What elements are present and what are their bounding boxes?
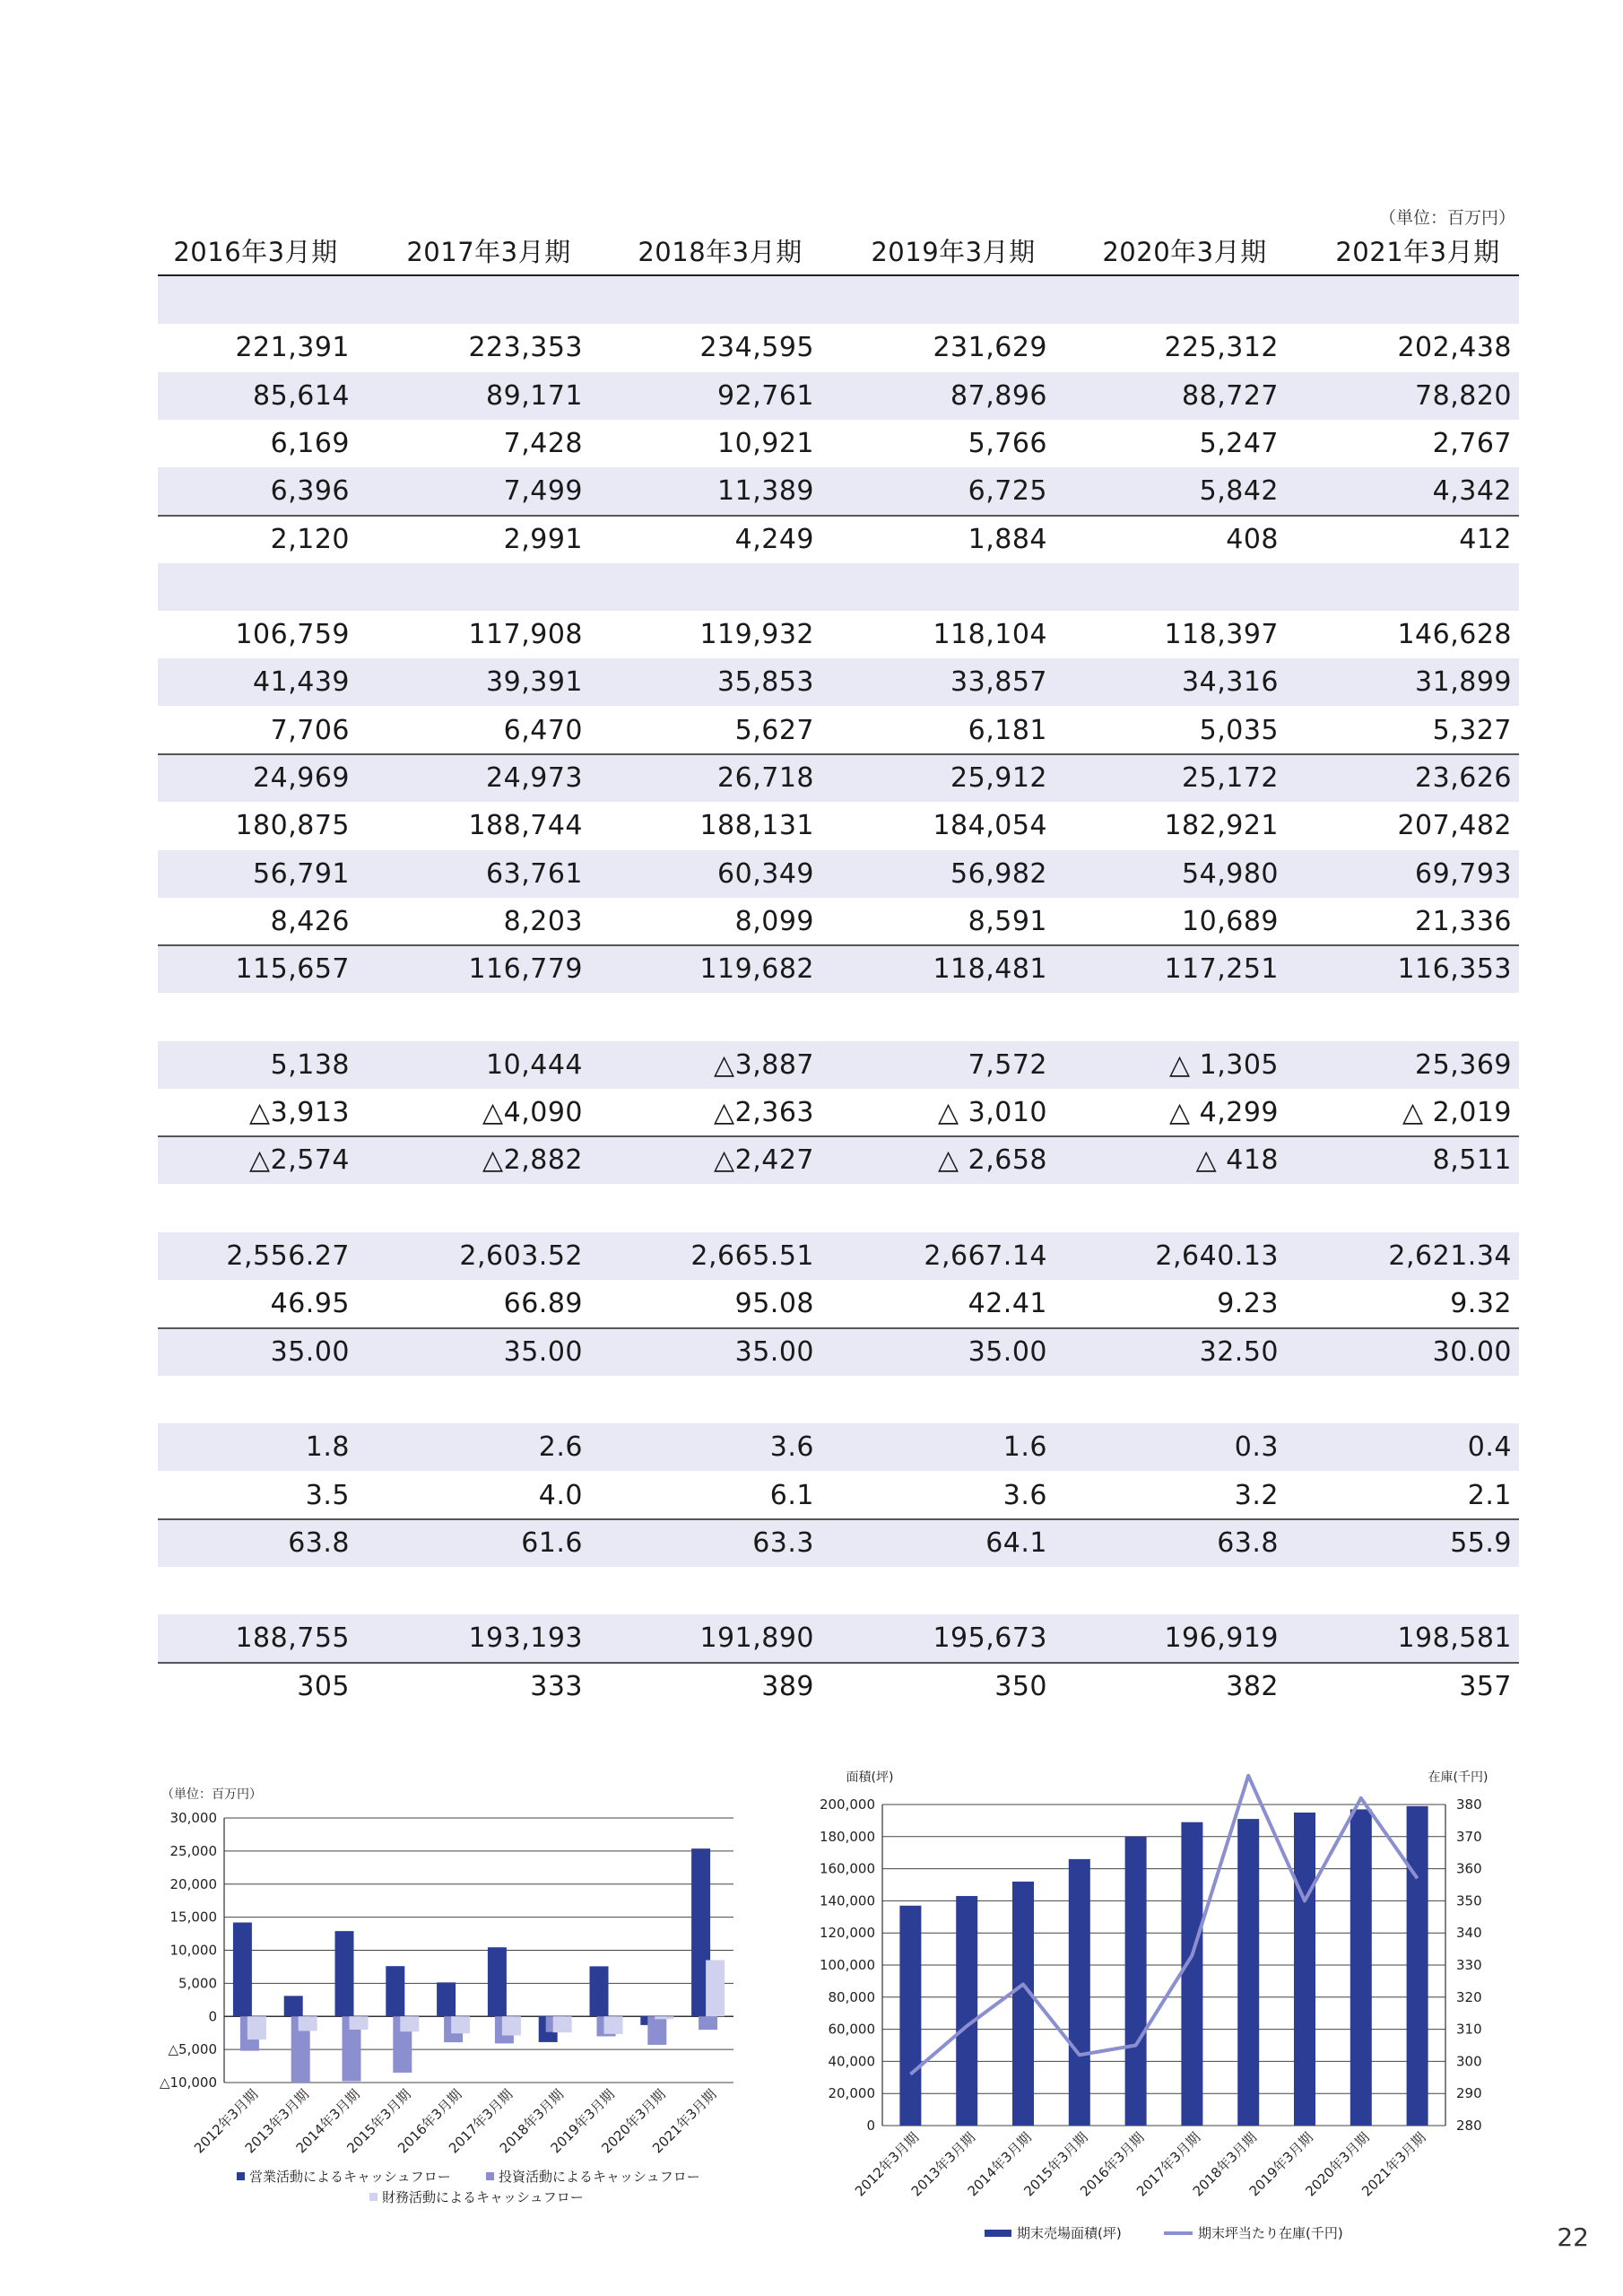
table-cell: 118,104 bbox=[933, 619, 1047, 651]
table-cell: 7,572 bbox=[968, 1048, 1047, 1081]
area-y-tick-label: 200,000 bbox=[819, 1796, 875, 1813]
table-cell: 223,353 bbox=[468, 332, 583, 364]
table-cell: 184,054 bbox=[933, 810, 1047, 842]
table-section-rule bbox=[158, 1135, 1519, 1137]
table-cell: 196,919 bbox=[1164, 1622, 1279, 1655]
table-cell: 35.00 bbox=[968, 1335, 1047, 1368]
cashflow-bar bbox=[502, 2016, 521, 2035]
table-cell: 2.6 bbox=[538, 1431, 583, 1464]
table-row bbox=[158, 1041, 1519, 1089]
table-cell: 64.1 bbox=[985, 1526, 1047, 1559]
table-cell: 63.3 bbox=[752, 1526, 814, 1559]
table-cell: 32.50 bbox=[1199, 1335, 1279, 1368]
table-cell: 69,793 bbox=[1415, 857, 1512, 890]
area-y-tick-label: 120,000 bbox=[819, 1925, 875, 1942]
table-cell: 2,621.34 bbox=[1388, 1240, 1512, 1272]
table-cell: △ 3,010 bbox=[938, 1097, 1047, 1129]
table-cell: 116,779 bbox=[468, 953, 583, 986]
table-cell: 4,342 bbox=[1432, 475, 1512, 508]
table-section-rule bbox=[158, 1518, 1519, 1520]
table-cell: 188,744 bbox=[468, 810, 583, 842]
cashflow-chart bbox=[135, 1749, 735, 2215]
table-cell: 63,761 bbox=[486, 857, 583, 890]
cashflow-x-tick-label: 2017年3月期 bbox=[445, 2086, 516, 2157]
table-cell: 11,389 bbox=[717, 475, 814, 508]
area-bar bbox=[1294, 1813, 1315, 2126]
table-cell: 116,353 bbox=[1397, 953, 1512, 986]
table-row bbox=[158, 1567, 1519, 1614]
table-cell: △ 2,658 bbox=[938, 1144, 1047, 1177]
table-cell: 225,312 bbox=[1164, 332, 1279, 364]
table-cell: 92,761 bbox=[717, 379, 814, 412]
table-section-rule bbox=[158, 1662, 1519, 1664]
table-cell: 34,316 bbox=[1182, 666, 1279, 699]
cashflow-y-tick-label: △5,000 bbox=[168, 2041, 217, 2058]
table-cell: 4,249 bbox=[734, 523, 814, 555]
table-cell: 202,438 bbox=[1397, 332, 1512, 364]
table-cell: △ 2,019 bbox=[1402, 1097, 1512, 1129]
area-bar bbox=[1012, 1882, 1034, 2126]
table-cell: 1.8 bbox=[305, 1431, 350, 1464]
table-cell: 118,397 bbox=[1164, 619, 1279, 651]
table-cell: 35.00 bbox=[270, 1335, 350, 1368]
table-cell: △4,090 bbox=[482, 1097, 583, 1129]
area-legend-bar-label: 期末売場面積(坪) bbox=[1017, 2225, 1122, 2241]
table-cell: 3.6 bbox=[769, 1431, 814, 1464]
table-cell: △2,574 bbox=[249, 1144, 350, 1177]
area-y2-tick-label: 290 bbox=[1456, 2085, 1482, 2102]
table-row bbox=[158, 754, 1519, 802]
area-x-tick-label: 2018年3月期 bbox=[1189, 2129, 1261, 2200]
table-cell: 2.1 bbox=[1467, 1479, 1512, 1511]
area-y2-tick-label: 380 bbox=[1456, 1796, 1482, 1813]
table-cell: 119,932 bbox=[699, 619, 814, 651]
table-cell: 21,336 bbox=[1415, 905, 1512, 937]
table-cell: 207,482 bbox=[1397, 810, 1512, 842]
table-cell: 6,396 bbox=[270, 475, 350, 508]
cashflow-y-tick-label: 10,000 bbox=[169, 1942, 217, 1959]
table-cell: 0.4 bbox=[1467, 1431, 1512, 1464]
area-x-tick-label: 2014年3月期 bbox=[964, 2129, 1035, 2200]
table-cell: 95.08 bbox=[734, 1288, 814, 1320]
table-row bbox=[158, 1614, 1519, 1662]
table-cell: 24,973 bbox=[486, 762, 583, 794]
cashflow-bar bbox=[699, 2016, 717, 2030]
cashflow-y-tick-label: △10,000 bbox=[159, 2074, 217, 2091]
cashflow-x-tick-label: 2018年3月期 bbox=[496, 2086, 568, 2157]
area-legend-bar-swatch bbox=[985, 2230, 1011, 2237]
page-number: 22 bbox=[1557, 2222, 1589, 2252]
table-cell: 7,499 bbox=[503, 475, 583, 508]
area-y2-tick-label: 330 bbox=[1456, 1957, 1482, 1973]
table-cell: 231,629 bbox=[933, 332, 1047, 364]
table-cell: 117,251 bbox=[1164, 953, 1279, 986]
area-y2-tick-label: 360 bbox=[1456, 1860, 1482, 1877]
table-row bbox=[158, 994, 1519, 1041]
table-cell: 35.00 bbox=[503, 1335, 583, 1368]
area-y2-tick-label: 310 bbox=[1456, 2021, 1482, 2038]
table-row bbox=[158, 898, 1519, 945]
area-bar bbox=[1237, 1819, 1259, 2126]
table-row bbox=[158, 707, 1519, 754]
table-cell: △ 4,299 bbox=[1169, 1097, 1279, 1129]
cashflow-legend-swatch bbox=[369, 2193, 378, 2201]
table-cell: 9.23 bbox=[1217, 1288, 1279, 1320]
table-cell: 6,181 bbox=[968, 714, 1047, 746]
area-x-tick-label: 2020年3月期 bbox=[1302, 2129, 1373, 2200]
area-y-tick-label: 180,000 bbox=[819, 1828, 875, 1845]
table-cell: 221,391 bbox=[235, 332, 350, 364]
area-bar bbox=[1407, 1806, 1428, 2126]
table-cell: 6,470 bbox=[503, 714, 583, 746]
table-cell: △2,882 bbox=[482, 1144, 583, 1177]
table-cell: 382 bbox=[1226, 1670, 1279, 1702]
cashflow-x-tick-label: 2019年3月期 bbox=[547, 2086, 618, 2157]
table-cell: △ 418 bbox=[1195, 1144, 1279, 1177]
table-row bbox=[158, 1663, 1519, 1710]
table-cell: △2,363 bbox=[714, 1097, 814, 1129]
table-cell: 198,581 bbox=[1397, 1622, 1512, 1655]
table-cell: 87,896 bbox=[950, 379, 1047, 412]
area-y-tick-label: 140,000 bbox=[819, 1892, 875, 1909]
cashflow-legend-swatch bbox=[486, 2172, 494, 2180]
cashflow-y-tick-label: 20,000 bbox=[169, 1875, 217, 1892]
cashflow-y-tick-label: 0 bbox=[208, 2008, 217, 2025]
cashflow-bar bbox=[233, 1923, 252, 2017]
floor-area-inventory-chart bbox=[798, 1749, 1488, 2251]
cashflow-bar bbox=[284, 1996, 303, 2016]
cashflow-y-tick-label: 15,000 bbox=[169, 1909, 217, 1926]
table-row bbox=[158, 1423, 1519, 1471]
cashflow-legend-label: 投資活動によるキャッシュフロー bbox=[499, 2169, 700, 2185]
table-cell: 5,035 bbox=[1199, 714, 1279, 746]
cashflow-bar bbox=[451, 2016, 470, 2033]
cashflow-legend-swatch bbox=[237, 2172, 245, 2180]
table-cell: 2,603.52 bbox=[459, 1240, 583, 1272]
table-row bbox=[158, 324, 1519, 371]
cashflow-x-tick-label: 2015年3月期 bbox=[343, 2086, 414, 2157]
table-row bbox=[158, 1089, 1519, 1136]
table-section-rule bbox=[158, 944, 1519, 946]
area-bar bbox=[956, 1896, 977, 2126]
table-cell: 8,203 bbox=[503, 905, 583, 937]
table-row bbox=[158, 276, 1519, 324]
cashflow-x-tick-label: 2016年3月期 bbox=[395, 2086, 465, 2157]
table-cell: 7,706 bbox=[270, 714, 350, 746]
table-cell: 0.3 bbox=[1234, 1431, 1279, 1464]
area-bar bbox=[1125, 1837, 1147, 2126]
cashflow-bar bbox=[247, 2016, 266, 2039]
table-cell: 78,820 bbox=[1415, 379, 1512, 412]
table-cell: 191,890 bbox=[699, 1622, 814, 1655]
area-x-tick-label: 2019年3月期 bbox=[1245, 2129, 1316, 2200]
table-cell: 6,725 bbox=[968, 475, 1047, 508]
table-cell: 35.00 bbox=[734, 1335, 814, 1368]
table-section-rule bbox=[158, 753, 1519, 755]
table-cell: 30.00 bbox=[1432, 1335, 1512, 1368]
table-cell: 8,591 bbox=[968, 905, 1047, 937]
cashflow-bar bbox=[647, 2016, 666, 2045]
table-row bbox=[158, 1376, 1519, 1423]
area-y-tick-label: 0 bbox=[866, 2118, 875, 2134]
table-cell: 2,665.51 bbox=[690, 1240, 814, 1272]
table-row bbox=[158, 420, 1519, 467]
cashflow-bar bbox=[400, 2016, 419, 2031]
area-y2-tick-label: 320 bbox=[1456, 1988, 1482, 2005]
table-cell: 118,481 bbox=[933, 953, 1047, 986]
table-cell: 42.41 bbox=[968, 1288, 1047, 1320]
table-cell: 10,921 bbox=[717, 427, 814, 459]
table-cell: 10,689 bbox=[1182, 905, 1279, 937]
area-y-tick-label: 20,000 bbox=[828, 2085, 875, 2102]
table-row bbox=[158, 467, 1519, 515]
cashflow-bar bbox=[655, 2016, 673, 2019]
table-cell: 25,369 bbox=[1415, 1048, 1512, 1081]
table-row bbox=[158, 1328, 1519, 1376]
area-y-tick-label: 60,000 bbox=[828, 2021, 875, 2038]
cashflow-y-tick-label: 25,000 bbox=[169, 1842, 217, 1859]
area-y-tick-label: 100,000 bbox=[819, 1957, 875, 1973]
table-header-cell: 2019年3月期 bbox=[871, 236, 1036, 267]
table-cell: 182,921 bbox=[1164, 810, 1279, 842]
table-cell: 41,439 bbox=[253, 666, 350, 699]
table-cell: 188,755 bbox=[235, 1622, 350, 1655]
table-cell: △3,887 bbox=[714, 1048, 814, 1081]
area-y-tick-label: 160,000 bbox=[819, 1860, 875, 1877]
table-row bbox=[158, 563, 1519, 611]
cashflow-bar bbox=[299, 2016, 317, 2031]
table-row bbox=[158, 658, 1519, 706]
area-y-tick-label: 80,000 bbox=[828, 1988, 875, 2005]
area-y2-tick-label: 300 bbox=[1456, 2053, 1482, 2070]
table-cell: 180,875 bbox=[235, 810, 350, 842]
table-cell: 46.95 bbox=[270, 1288, 350, 1320]
cashflow-legend-label: 営業活動によるキャッシュフロー bbox=[249, 2169, 451, 2185]
table-cell: 31,899 bbox=[1415, 666, 1512, 699]
cashflow-bar bbox=[590, 1966, 609, 2016]
table-cell: 2,556.27 bbox=[226, 1240, 350, 1272]
table-header-cell: 2016年3月期 bbox=[173, 236, 338, 267]
table-cell: 2,991 bbox=[503, 523, 583, 555]
table-cell: 188,131 bbox=[699, 810, 814, 842]
table-header bbox=[158, 224, 1519, 276]
table-cell: 8,099 bbox=[734, 905, 814, 937]
table-cell: 119,682 bbox=[699, 953, 814, 986]
table-cell: 234,595 bbox=[699, 332, 814, 364]
table-cell: 357 bbox=[1459, 1670, 1512, 1702]
cashflow-x-tick-label: 2020年3月期 bbox=[598, 2086, 669, 2157]
table-row bbox=[158, 1136, 1519, 1184]
table-cell: 3.6 bbox=[1002, 1479, 1047, 1511]
table-cell: 305 bbox=[297, 1670, 350, 1702]
area-right-axis-label: 在庫(千円) bbox=[1428, 1770, 1488, 1785]
table-cell: 33,857 bbox=[950, 666, 1047, 699]
table-row bbox=[158, 802, 1519, 849]
area-x-tick-label: 2015年3月期 bbox=[1020, 2129, 1091, 2200]
cashflow-bar bbox=[350, 2016, 369, 2030]
table-row bbox=[158, 1519, 1519, 1567]
table-row bbox=[158, 372, 1519, 420]
table-cell: 23,626 bbox=[1415, 762, 1512, 794]
table-cell: 10,444 bbox=[486, 1048, 583, 1081]
table-cell: 117,908 bbox=[468, 619, 583, 651]
table-cell: 63.8 bbox=[288, 1526, 350, 1559]
cashflow-legend-label: 財務活動によるキャッシュフロー bbox=[382, 2189, 584, 2205]
table-cell: 7,428 bbox=[503, 427, 583, 459]
area-x-tick-label: 2013年3月期 bbox=[907, 2129, 979, 2200]
table-row bbox=[158, 850, 1519, 898]
table-unit-note: （単位：百万円） bbox=[1378, 208, 1515, 228]
table-cell: 195,673 bbox=[933, 1622, 1047, 1655]
table-header-cell: 2020年3月期 bbox=[1102, 236, 1267, 267]
table-cell: 412 bbox=[1459, 523, 1512, 555]
table-cell: 8,426 bbox=[270, 905, 350, 937]
cashflow-bar bbox=[553, 2016, 572, 2032]
table-cell: 389 bbox=[761, 1670, 814, 1702]
table-row bbox=[158, 1232, 1519, 1280]
table-cell: 56,982 bbox=[950, 857, 1047, 890]
table-cell: 85,614 bbox=[253, 379, 350, 412]
cashflow-x-tick-label: 2012年3月期 bbox=[190, 2086, 262, 2157]
area-x-tick-label: 2012年3月期 bbox=[851, 2129, 923, 2200]
table-cell: 66.89 bbox=[503, 1288, 583, 1320]
table-cell: 3.5 bbox=[305, 1479, 350, 1511]
table-cell: 333 bbox=[530, 1670, 583, 1702]
area-legend-line-label: 期末坪当たり在庫(千円) bbox=[1198, 2225, 1343, 2241]
table-cell: 115,657 bbox=[235, 953, 350, 986]
area-y2-tick-label: 350 bbox=[1456, 1892, 1482, 1909]
table-cell: 5,627 bbox=[734, 714, 814, 746]
area-y2-tick-label: 280 bbox=[1456, 2118, 1482, 2134]
area-y2-tick-label: 340 bbox=[1456, 1925, 1482, 1942]
table-cell: △ 1,305 bbox=[1169, 1048, 1279, 1081]
table-header-cell: 2021年3月期 bbox=[1335, 236, 1500, 267]
cashflow-bar bbox=[335, 1931, 354, 2016]
table-cell: 56,791 bbox=[253, 857, 350, 890]
table-cell: 54,980 bbox=[1182, 857, 1279, 890]
cashflow-x-tick-label: 2013年3月期 bbox=[241, 2086, 313, 2157]
area-x-tick-label: 2017年3月期 bbox=[1133, 2129, 1204, 2200]
table-cell: 25,172 bbox=[1182, 762, 1279, 794]
table-row bbox=[158, 945, 1519, 993]
table-row bbox=[158, 1472, 1519, 1519]
table-row bbox=[158, 611, 1519, 658]
table-cell: 5,842 bbox=[1199, 475, 1279, 508]
table-cell: 2,667.14 bbox=[924, 1240, 1047, 1272]
table-cell: 6.1 bbox=[769, 1479, 814, 1511]
cashflow-unit-label: （単位：百万円） bbox=[161, 1787, 262, 1802]
table-cell: 89,171 bbox=[486, 379, 583, 412]
table-cell: 146,628 bbox=[1397, 619, 1512, 651]
cashflow-bar bbox=[488, 1947, 507, 2016]
table-cell: 5,138 bbox=[270, 1048, 350, 1081]
table-cell: 2,640.13 bbox=[1155, 1240, 1279, 1272]
table-cell: 25,912 bbox=[950, 762, 1047, 794]
table-cell: △3,913 bbox=[249, 1097, 350, 1129]
table-cell: 61.6 bbox=[521, 1526, 583, 1559]
area-left-axis-label: 面積(坪) bbox=[846, 1770, 894, 1785]
table-row bbox=[158, 1185, 1519, 1232]
area-bar bbox=[1181, 1822, 1202, 2126]
area-bar bbox=[1350, 1809, 1372, 2126]
table-cell: 6,169 bbox=[270, 427, 350, 459]
area-y-tick-label: 40,000 bbox=[828, 2053, 875, 2070]
cashflow-bar bbox=[437, 1982, 456, 2016]
table-cell: 2,120 bbox=[270, 523, 350, 555]
cashflow-bar bbox=[386, 1966, 404, 2016]
cashflow-x-tick-label: 2021年3月期 bbox=[649, 2086, 720, 2157]
table-cell: 24,969 bbox=[253, 762, 350, 794]
table-cell: 55.9 bbox=[1450, 1526, 1512, 1559]
table-cell: △2,427 bbox=[714, 1144, 814, 1177]
area-bar bbox=[899, 1906, 921, 2126]
table-cell: 5,247 bbox=[1199, 427, 1279, 459]
table-cell: 35,853 bbox=[717, 666, 814, 699]
table-row bbox=[158, 516, 1519, 563]
table-cell: 408 bbox=[1226, 523, 1279, 555]
table-cell: 60,349 bbox=[717, 857, 814, 890]
table-row bbox=[158, 1280, 1519, 1327]
area-x-tick-label: 2021年3月期 bbox=[1358, 2129, 1429, 2200]
area-x-tick-label: 2016年3月期 bbox=[1077, 2129, 1148, 2200]
cashflow-bar bbox=[706, 1960, 725, 2016]
table-cell: 1,884 bbox=[968, 523, 1047, 555]
table-header-cell: 2018年3月期 bbox=[638, 236, 803, 267]
cashflow-y-tick-label: 30,000 bbox=[169, 1810, 217, 1826]
area-bar bbox=[1069, 1859, 1090, 2126]
table-cell: 350 bbox=[994, 1670, 1047, 1702]
table-cell: 63.8 bbox=[1217, 1526, 1279, 1559]
table-cell: 39,391 bbox=[486, 666, 583, 699]
table-cell: 5,766 bbox=[968, 427, 1047, 459]
cashflow-y-tick-label: 5,000 bbox=[178, 1975, 217, 1992]
table-cell: 5,327 bbox=[1432, 714, 1512, 746]
cashflow-x-tick-label: 2014年3月期 bbox=[292, 2086, 363, 2157]
table-cell: 8,511 bbox=[1432, 1144, 1512, 1177]
table-cell: 88,727 bbox=[1182, 379, 1279, 412]
table-cell: 26,718 bbox=[717, 762, 814, 794]
table-cell: 3.2 bbox=[1234, 1479, 1279, 1511]
table-cell: 193,193 bbox=[468, 1622, 583, 1655]
table-cell: 1.6 bbox=[1002, 1431, 1047, 1464]
area-y2-tick-label: 370 bbox=[1456, 1828, 1482, 1845]
table-header-cell: 2017年3月期 bbox=[406, 236, 571, 267]
table-section-rule bbox=[158, 515, 1519, 517]
table-cell: 9.32 bbox=[1450, 1288, 1512, 1320]
table-cell: 4.0 bbox=[538, 1479, 583, 1511]
table-cell: 106,759 bbox=[235, 619, 350, 651]
cashflow-bar bbox=[604, 2016, 623, 2034]
table-section-rule bbox=[158, 1327, 1519, 1329]
table-cell: 2,767 bbox=[1432, 427, 1512, 459]
